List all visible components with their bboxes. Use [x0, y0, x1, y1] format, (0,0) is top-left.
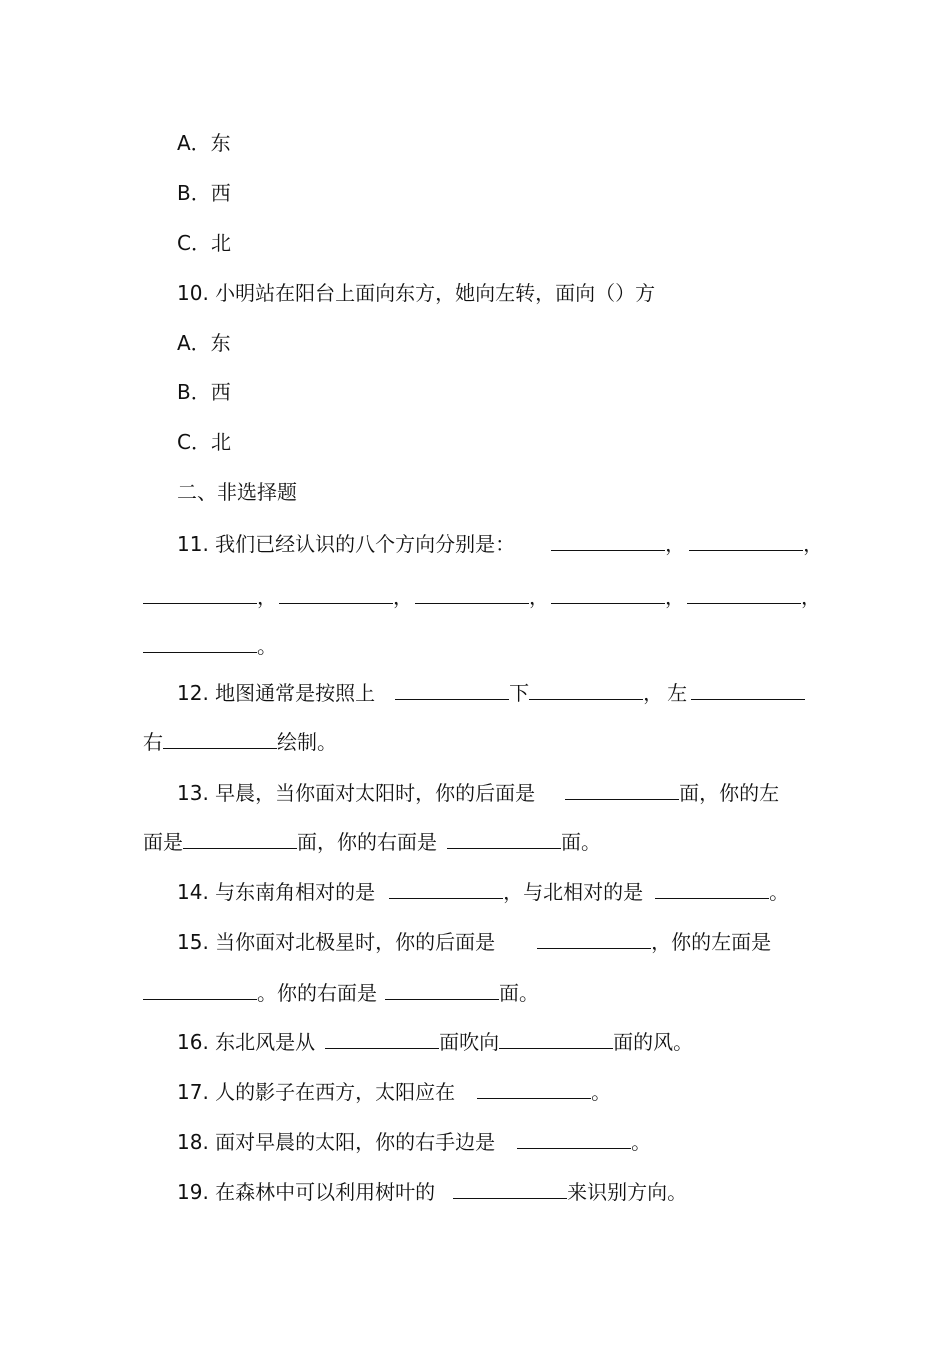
answer-blank[interactable] [395, 681, 509, 700]
q10-option-a: A．东 [177, 331, 231, 355]
answer-blank[interactable] [453, 1180, 567, 1199]
answer-blank[interactable] [565, 781, 679, 800]
q10-stem: 10. 小明站在阳台上面向东方，她向左转，面向（）方 [177, 281, 656, 305]
q12-comma: ， [643, 681, 664, 705]
answer-blank[interactable] [689, 532, 803, 551]
q15-end: 面。 [499, 981, 539, 1005]
q15-mid: ，你的左面是 [651, 930, 772, 954]
q13-line1 [177, 781, 779, 805]
q12-right: 右 [143, 730, 163, 754]
q11-sep: ， [801, 585, 821, 609]
q18-line [177, 1130, 651, 1154]
q14-line [177, 880, 789, 904]
answer-blank[interactable] [143, 634, 257, 653]
q11-sep: ， [529, 585, 549, 609]
q14-end: 。 [769, 880, 790, 904]
answer-blank[interactable] [687, 585, 801, 604]
q13-part2: 面是 [143, 830, 183, 854]
answer-blank[interactable] [143, 585, 257, 604]
q11-line1 [177, 532, 823, 556]
q19-end: 来识别方向。 [567, 1180, 688, 1204]
q16-line [177, 1030, 693, 1054]
q13-part3: 面，你的右面是 [297, 830, 437, 854]
answer-blank[interactable] [183, 830, 297, 849]
q12-down: 下 [509, 681, 530, 705]
answer-blank[interactable] [163, 730, 277, 749]
q14-stem: 14. 与东南角相对的是 [177, 880, 376, 904]
answer-blank[interactable] [385, 981, 499, 1000]
q11-sep: ， [665, 532, 686, 556]
q19-line [177, 1180, 687, 1204]
answer-blank[interactable] [325, 1030, 439, 1049]
answer-blank[interactable] [279, 585, 393, 604]
answer-blank[interactable] [143, 981, 257, 1000]
q12-end: 绘制。 [277, 730, 337, 754]
q15-line1 [177, 930, 771, 954]
q11-line3 [143, 634, 277, 658]
answer-blank[interactable] [415, 585, 529, 604]
q13-stem: 13. 早晨，当你面对太阳时，你的后面是 [177, 781, 536, 805]
q15-stem: 15. 当你面对北极星时，你的后面是 [177, 930, 496, 954]
answer-blank[interactable] [655, 880, 769, 899]
q18-stem: 18. 面对早晨的太阳，你的右手边是 [177, 1130, 496, 1154]
answer-blank[interactable] [499, 1030, 613, 1049]
q13-part1: 面，你的左 [679, 781, 780, 805]
q9-option-c: C．北 [177, 231, 231, 255]
q12-line1 [177, 681, 805, 705]
section-title: 二、非选择题 [177, 480, 297, 504]
q11-stem: 11. 我们已经认识的八个方向分别是： [177, 532, 516, 556]
answer-blank[interactable] [447, 830, 561, 849]
q11-line2 [143, 585, 821, 609]
answer-blank[interactable] [389, 880, 503, 899]
q17-stem: 17. 人的影子在西方，太阳应在 [177, 1080, 456, 1104]
answer-blank[interactable] [477, 1080, 591, 1099]
answer-blank[interactable] [691, 681, 805, 700]
q15-line2 [143, 981, 539, 1005]
q14-mid: ，与北相对的是 [503, 880, 644, 904]
q17-end: 。 [591, 1080, 612, 1104]
q16-mid: 面吹向 [439, 1030, 500, 1054]
answer-blank[interactable] [529, 681, 643, 700]
answer-blank[interactable] [537, 930, 651, 949]
q16-stem: 16. 东北风是从 [177, 1030, 316, 1054]
q17-line [177, 1080, 611, 1104]
q11-sep: ， [257, 585, 277, 609]
q12-left: 左 [667, 681, 688, 705]
q18-end: 。 [631, 1130, 652, 1154]
q11-sep: ， [803, 532, 824, 556]
q10-option-b: B．西 [177, 380, 231, 404]
q11-end: 。 [257, 634, 277, 658]
answer-blank[interactable] [551, 585, 665, 604]
q16-end: 面的风。 [613, 1030, 694, 1054]
answer-blank[interactable] [551, 532, 665, 551]
q10-option-c: C．北 [177, 430, 231, 454]
q9-option-a: A．东 [177, 131, 231, 155]
q12-line2 [143, 730, 337, 754]
q9-option-b: B．西 [177, 181, 231, 205]
q11-sep: ， [665, 585, 685, 609]
q19-stem: 19. 在森林中可以利用树叶的 [177, 1180, 436, 1204]
answer-blank[interactable] [517, 1130, 631, 1149]
q11-sep: ， [393, 585, 413, 609]
q15-part2: 。你的右面是 [257, 981, 377, 1005]
q12-stem: 12. 地图通常是按照上 [177, 681, 376, 705]
q13-part4: 面。 [561, 830, 601, 854]
q13-line2 [143, 830, 601, 854]
